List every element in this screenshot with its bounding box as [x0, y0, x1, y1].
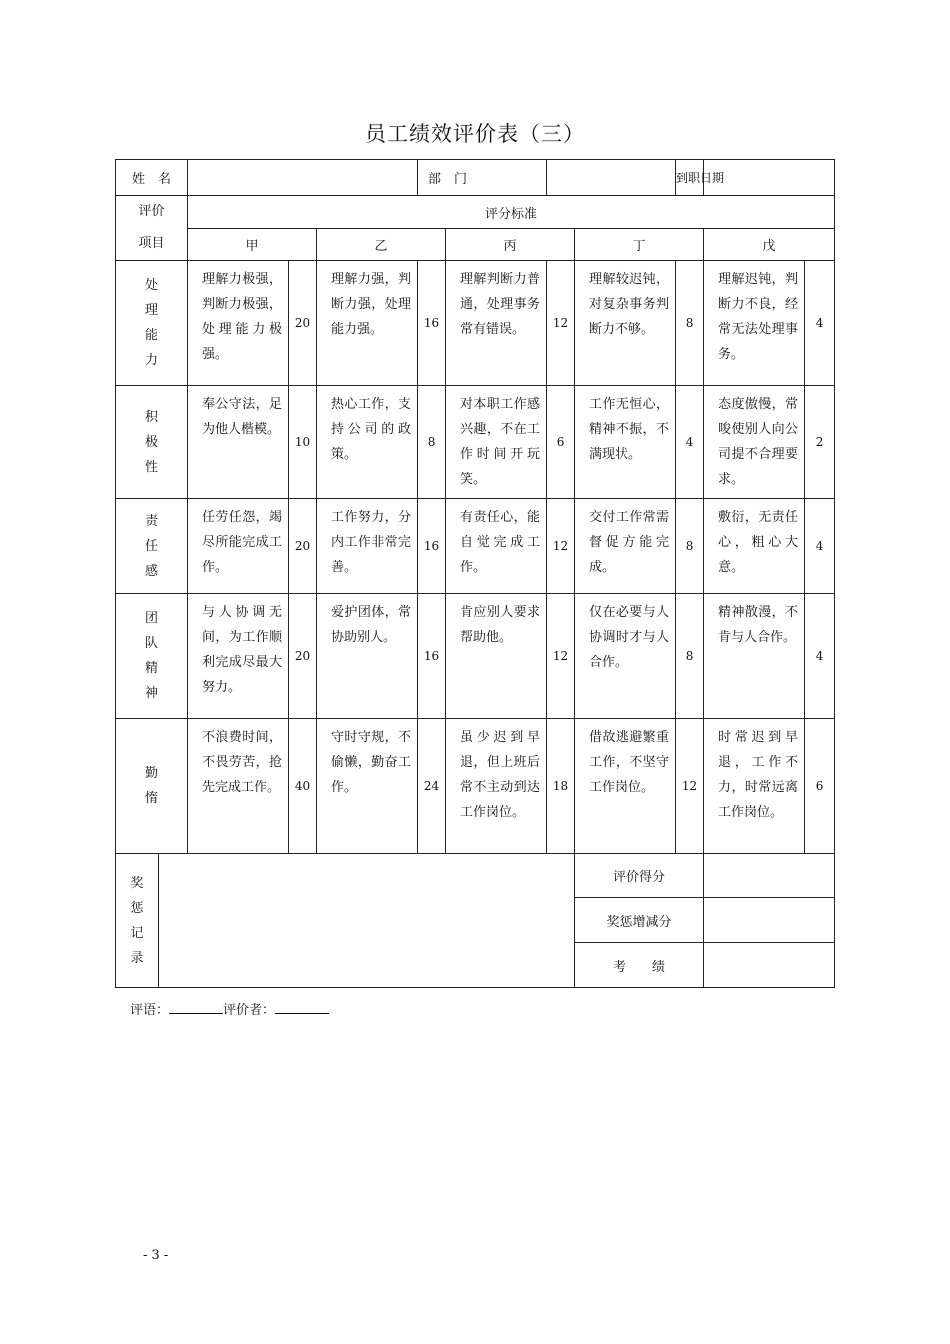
criterion-text: 交付工作常需督促方能完成。: [575, 499, 676, 594]
evaluator-blank[interactable]: [275, 1001, 329, 1014]
score-value: 20: [289, 594, 317, 719]
criterion-text: 肯应别人要求帮助他。: [446, 594, 547, 719]
score-total-field[interactable]: [704, 854, 835, 898]
evaluation-table: [115, 159, 835, 988]
grade-wu: 戊: [704, 229, 835, 261]
item-processing-ability: 处 理 能 力: [116, 261, 188, 386]
criterion-text: 理解力强，判断力强，处理能力强。: [317, 261, 418, 386]
item-team-spirit: 团 队 精 神: [116, 594, 188, 719]
dept-label: 部 门: [418, 160, 547, 196]
criterion-text: 与人协调无间，为工作顺利完成尽最大努力。: [188, 594, 289, 719]
table-row: [116, 594, 835, 719]
score-value: 20: [289, 261, 317, 386]
item-diligence: 勤 惰: [116, 719, 188, 854]
score-value: 12: [547, 499, 575, 594]
score-value: 12: [547, 594, 575, 719]
criterion-text: 虽少迟到早退，但上班后常不主动到达工作岗位。: [446, 719, 547, 854]
criterion-text: 理解判断力普通，处理事务常有错误。: [446, 261, 547, 386]
criterion-text: 守时守规，不偷懒，勤奋工作。: [317, 719, 418, 854]
score-total-label: 评价得分: [575, 854, 704, 898]
standard-header: 评分标准: [188, 196, 835, 229]
table-row: [116, 499, 835, 594]
criterion-text: 对本职工作感兴趣，不在工作时间开玩笑。: [446, 386, 547, 499]
score-value: 20: [289, 499, 317, 594]
page-number: - 3 -: [143, 1248, 169, 1263]
score-value: 12: [547, 261, 575, 386]
score-value: 4: [676, 386, 704, 499]
criterion-text: 敷衍，无责任心，粗心大意。: [704, 499, 805, 594]
item-header: [116, 196, 188, 261]
score-value: 4: [805, 594, 835, 719]
grade-ding: 丁: [575, 229, 704, 261]
final-rating-label: 考 绩: [575, 943, 704, 988]
criterion-text: 态度傲慢，常唆使别人向公司提不合理要求。: [704, 386, 805, 499]
score-value: 24: [418, 719, 446, 854]
criterion-text: 精神散漫，不肯与人合作。: [704, 594, 805, 719]
criterion-text: 借故逃避繁重工作，不坚守工作岗位。: [575, 719, 676, 854]
criterion-text: 热心工作，支持公司的政策。: [317, 386, 418, 499]
name-label: 姓 名: [116, 160, 188, 196]
comment-label: 评语：: [130, 1003, 170, 1018]
evaluator-label: 评价者：: [223, 1003, 276, 1018]
score-value: 16: [418, 261, 446, 386]
grade-bing: 丙: [446, 229, 575, 261]
score-value: 12: [676, 719, 704, 854]
score-value: 8: [676, 499, 704, 594]
criterion-text: 有责任心，能自觉完成工作。: [446, 499, 547, 594]
criterion-text: 时常迟到早退，工作不力，时常远离工作岗位。: [704, 719, 805, 854]
adjust-score-label: 奖惩增减分: [575, 898, 704, 943]
score-value: 6: [805, 719, 835, 854]
name-field[interactable]: [188, 160, 418, 196]
score-value: 18: [547, 719, 575, 854]
criterion-text: 奉公守法，足为他人楷模。: [188, 386, 289, 499]
criterion-text: 任劳任怨，竭尽所能完成工作。: [188, 499, 289, 594]
score-value: 40: [289, 719, 317, 854]
criterion-text: 仅在必要与人协调时才与人合作。: [575, 594, 676, 719]
item-header-bottom: 项目: [138, 236, 165, 251]
comment-blank[interactable]: [169, 1001, 223, 1014]
reward-record-field[interactable]: [159, 854, 575, 988]
hire-date-label: 到职日期: [676, 160, 704, 196]
criterion-text: 工作努力，分内工作非常完善。: [317, 499, 418, 594]
item-header-top: 评价: [138, 204, 165, 219]
adjust-score-field[interactable]: [704, 898, 835, 943]
grade-jia: 甲: [188, 229, 317, 261]
final-rating-field[interactable]: [704, 943, 835, 988]
form-title: 员工绩效评价表（三）: [365, 122, 585, 146]
table-row: [116, 386, 835, 499]
criterion-text: 爱护团体，常协助别人。: [317, 594, 418, 719]
criterion-text: 工作无恒心，精神不振，不满现状。: [575, 386, 676, 499]
dept-field[interactable]: [547, 160, 676, 196]
score-value: 8: [676, 594, 704, 719]
reward-record-label: 奖 惩 记 录: [116, 854, 159, 988]
criterion-text: 不浪费时间，不畏劳苦，抢先完成工作。: [188, 719, 289, 854]
item-initiative: 积 极 性: [116, 386, 188, 499]
score-value: 16: [418, 594, 446, 719]
table-row: [116, 261, 835, 386]
grade-yi: 乙: [317, 229, 446, 261]
score-value: 6: [547, 386, 575, 499]
score-value: 4: [805, 499, 835, 594]
table-row: [116, 719, 835, 854]
score-value: 2: [805, 386, 835, 499]
score-value: 8: [676, 261, 704, 386]
score-value: 4: [805, 261, 835, 386]
criterion-text: 理解力极强，判断力极强，处理能力极强。: [188, 261, 289, 386]
score-value: 16: [418, 499, 446, 594]
criterion-text: 理解较迟钝，对复杂事务判断力不够。: [575, 261, 676, 386]
criterion-text: 理解迟钝，判断力不良，经常无法处理事务。: [704, 261, 805, 386]
footer-note: [130, 999, 329, 1018]
score-value: 10: [289, 386, 317, 499]
score-value: 8: [418, 386, 446, 499]
item-responsibility: 责 任 感: [116, 499, 188, 594]
